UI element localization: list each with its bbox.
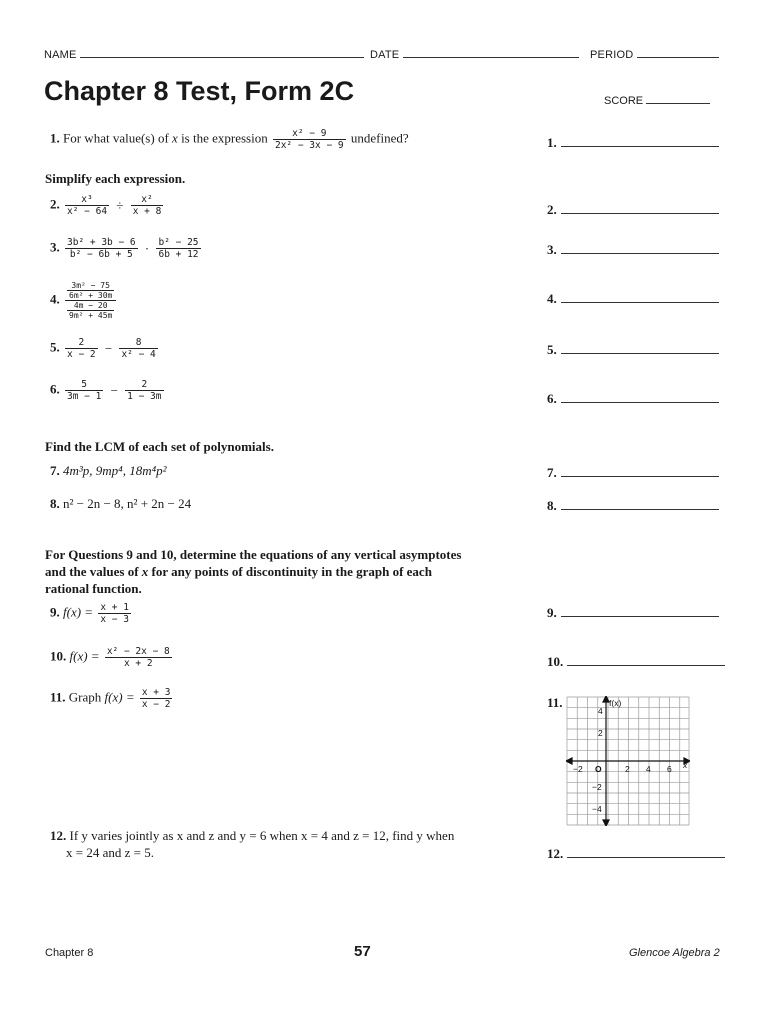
answer-number: 9.: [547, 605, 557, 620]
y-axis-label: f(x): [609, 698, 622, 708]
answer-number: 10.: [547, 654, 564, 669]
question-7: [50, 463, 167, 479]
operator: −: [104, 340, 113, 356]
score-blank[interactable]: [646, 92, 710, 104]
question-1: [50, 128, 409, 151]
score-label: SCORE: [604, 95, 644, 107]
answer-blank[interactable]: [561, 390, 719, 403]
x-tick-label: 2: [625, 764, 630, 774]
section-var: x: [141, 564, 149, 579]
x-tick-label: −2: [573, 764, 583, 774]
question-number: 5.: [50, 339, 60, 355]
period-label: PERIOD: [590, 49, 634, 61]
section-text: for any points of discontinuity in the graph of each: [151, 564, 432, 579]
fraction: [125, 379, 163, 402]
denominator: 6m² + 30m: [69, 291, 113, 300]
question-11: [50, 687, 174, 710]
name-field: [44, 46, 364, 61]
answer-blank[interactable]: [561, 134, 719, 147]
page-title: Chapter 8 Test, Form 2C: [44, 76, 355, 106]
operator: ÷: [116, 197, 124, 213]
answer-blank[interactable]: [561, 604, 719, 617]
function-lhs: f(x) =: [69, 648, 100, 664]
question-number: 12.: [50, 828, 67, 843]
denominator: x − 3: [100, 614, 129, 625]
numerator: 3b² + 3b − 6: [67, 237, 136, 248]
answer-line-1[interactable]: [547, 134, 719, 151]
answer-number: 1.: [547, 135, 557, 150]
question-text: n² − 2n − 8, n² + 2n − 24: [63, 496, 192, 511]
answer-blank[interactable]: [561, 497, 719, 510]
section-heading-lcm: Find the LCM of each set of polynomials.: [45, 439, 274, 454]
answer-number: 7.: [547, 465, 557, 480]
question-10: [50, 646, 174, 669]
numerator: b² − 25: [158, 237, 199, 248]
answer-blank[interactable]: [567, 653, 725, 666]
answer-line-8[interactable]: [547, 497, 719, 514]
name-blank[interactable]: [80, 46, 364, 58]
complex-numerator: [65, 281, 116, 301]
fraction: [105, 646, 172, 669]
answer-line-9[interactable]: [547, 604, 719, 621]
section-heading-simplify: Simplify each expression.: [45, 171, 186, 186]
numerator: 3m² − 75: [67, 281, 114, 291]
answer-blank[interactable]: [561, 464, 719, 477]
answer-blank[interactable]: [561, 201, 719, 214]
question-6: [50, 379, 166, 402]
question-number: 6.: [50, 381, 60, 397]
denominator: 9m² + 45m: [69, 311, 113, 320]
question-text: For what value(s) of: [63, 130, 169, 146]
answer-number: 5.: [547, 342, 557, 357]
answer-number: 4.: [547, 291, 557, 306]
answer-number: 2.: [547, 202, 557, 217]
answer-blank[interactable]: [567, 845, 725, 858]
coordinate-grid[interactable]: [566, 696, 690, 826]
y-tick-label: −2: [592, 782, 602, 792]
numerator: 2: [65, 337, 98, 349]
answer-line-10[interactable]: [547, 653, 725, 670]
denominator: 6b + 12: [158, 249, 199, 260]
date-field: [370, 46, 579, 61]
numerator: x³: [65, 194, 109, 206]
question-number: 7.: [50, 463, 60, 478]
answer-line-6[interactable]: [547, 390, 719, 407]
numerator: 4m − 20: [67, 301, 114, 311]
question-3: [50, 237, 203, 260]
answer-blank[interactable]: [561, 341, 719, 354]
function-lhs: f(x) =: [63, 604, 94, 620]
axes: [566, 696, 690, 826]
function-lhs: f(x) =: [104, 689, 135, 705]
denominator: x² − 4: [121, 349, 156, 360]
answer-blank[interactable]: [561, 241, 719, 254]
operator: ·: [144, 240, 150, 256]
question-number: 9.: [50, 604, 60, 620]
answer-line-12[interactable]: [547, 845, 725, 862]
footer-chapter: Chapter 8: [45, 947, 94, 959]
denominator: b² − 6b + 5: [69, 249, 133, 260]
answer-number: 11.: [547, 695, 563, 710]
numerator: 5: [65, 379, 103, 391]
complex-denominator: [65, 301, 116, 320]
denominator: 3m − 1: [67, 391, 102, 402]
date-label: DATE: [370, 49, 400, 61]
question-text: 4m³p, 9mp⁴, 18m⁴p²: [63, 463, 167, 478]
question-number: 11.: [50, 689, 66, 705]
question-line: [50, 827, 454, 844]
question-text: is the expression: [181, 130, 268, 146]
question-text: Graph: [68, 689, 102, 705]
date-blank[interactable]: [403, 46, 579, 58]
origin-label: O: [595, 764, 602, 774]
answer-line-2[interactable]: [547, 201, 719, 218]
numerator: x² − 2x − 8: [106, 646, 170, 657]
name-label: NAME: [44, 49, 77, 61]
question-number: 8.: [50, 496, 60, 511]
operator: −: [110, 382, 118, 398]
fraction: [67, 301, 114, 320]
question-2: [50, 194, 165, 217]
answer-line-4[interactable]: [547, 290, 719, 307]
question-number: 10.: [50, 648, 67, 664]
section-heading-asymptotes: [45, 546, 461, 597]
answer-line-7[interactable]: [547, 464, 719, 481]
question-text: undefined?: [350, 130, 409, 146]
answer-line-3[interactable]: [547, 241, 719, 258]
fraction: [98, 602, 131, 625]
question-4: [50, 281, 118, 320]
fraction: [156, 237, 200, 260]
fraction: [119, 337, 157, 360]
x-tick-label: 6: [667, 764, 672, 774]
question-12: [50, 827, 454, 861]
x-tick-label: 4: [646, 764, 651, 774]
question-var: x: [172, 130, 178, 146]
page-number: 57: [354, 943, 371, 960]
fraction: [131, 194, 164, 217]
answer-number: 6.: [547, 391, 557, 406]
denominator: x + 8: [132, 206, 162, 217]
answer-number: 8.: [547, 498, 557, 513]
section-line: For Questions 9 and 10, determine the equations of any vertical asymptotes: [45, 547, 462, 562]
period-blank[interactable]: [637, 46, 719, 58]
fraction: [65, 337, 98, 360]
denominator: x² − 64: [67, 206, 108, 217]
numerator: x + 1: [100, 602, 129, 613]
question-8: [50, 496, 191, 512]
section-text: and the values of: [45, 564, 139, 579]
complex-fraction: [65, 281, 116, 320]
fraction: [273, 128, 346, 151]
answer-number: 3.: [547, 242, 557, 257]
answer-line-5[interactable]: [547, 341, 719, 358]
question-text: x = 24 and z = 5.: [66, 845, 154, 860]
question-number: 1.: [50, 130, 60, 146]
answer-label-11: [547, 695, 563, 711]
y-tick-label: −4: [592, 804, 602, 814]
fraction: [67, 281, 114, 300]
numerator: x + 3: [141, 687, 171, 698]
question-9: [50, 602, 133, 625]
question-text: If y varies jointly as x and z and y = 6 when x = 4 and z = 12, find y when: [69, 828, 455, 843]
x-axis-label: x: [683, 760, 688, 770]
denominator: x + 2: [123, 658, 153, 669]
answer-blank[interactable]: [561, 290, 719, 303]
denominator: x − 2: [67, 349, 96, 360]
question-number: 3.: [50, 239, 60, 255]
question-5: [50, 337, 160, 360]
numerator: 8: [119, 337, 157, 349]
footer-book: Glencoe Algebra 2: [629, 947, 720, 959]
fraction: [140, 687, 173, 710]
section-line: [45, 563, 461, 580]
question-number: 4.: [50, 291, 60, 307]
numerator: x² − 9: [273, 128, 346, 140]
numerator: x²: [131, 194, 164, 206]
question-number: 2.: [50, 196, 60, 212]
y-tick-label: 2: [598, 728, 603, 738]
y-tick-label: 4: [598, 706, 603, 716]
fraction: [65, 237, 138, 260]
answer-number: 12.: [547, 846, 564, 861]
section-line: rational function.: [45, 581, 142, 596]
period-field: [590, 46, 719, 61]
fraction: [65, 194, 109, 217]
denominator: 1 − 3m: [127, 391, 162, 402]
denominator: x − 2: [141, 699, 171, 710]
score-field: [604, 92, 710, 107]
fraction: [65, 379, 103, 402]
numerator: 2: [125, 379, 163, 391]
denominator: 2x² − 3x − 9: [274, 140, 344, 151]
